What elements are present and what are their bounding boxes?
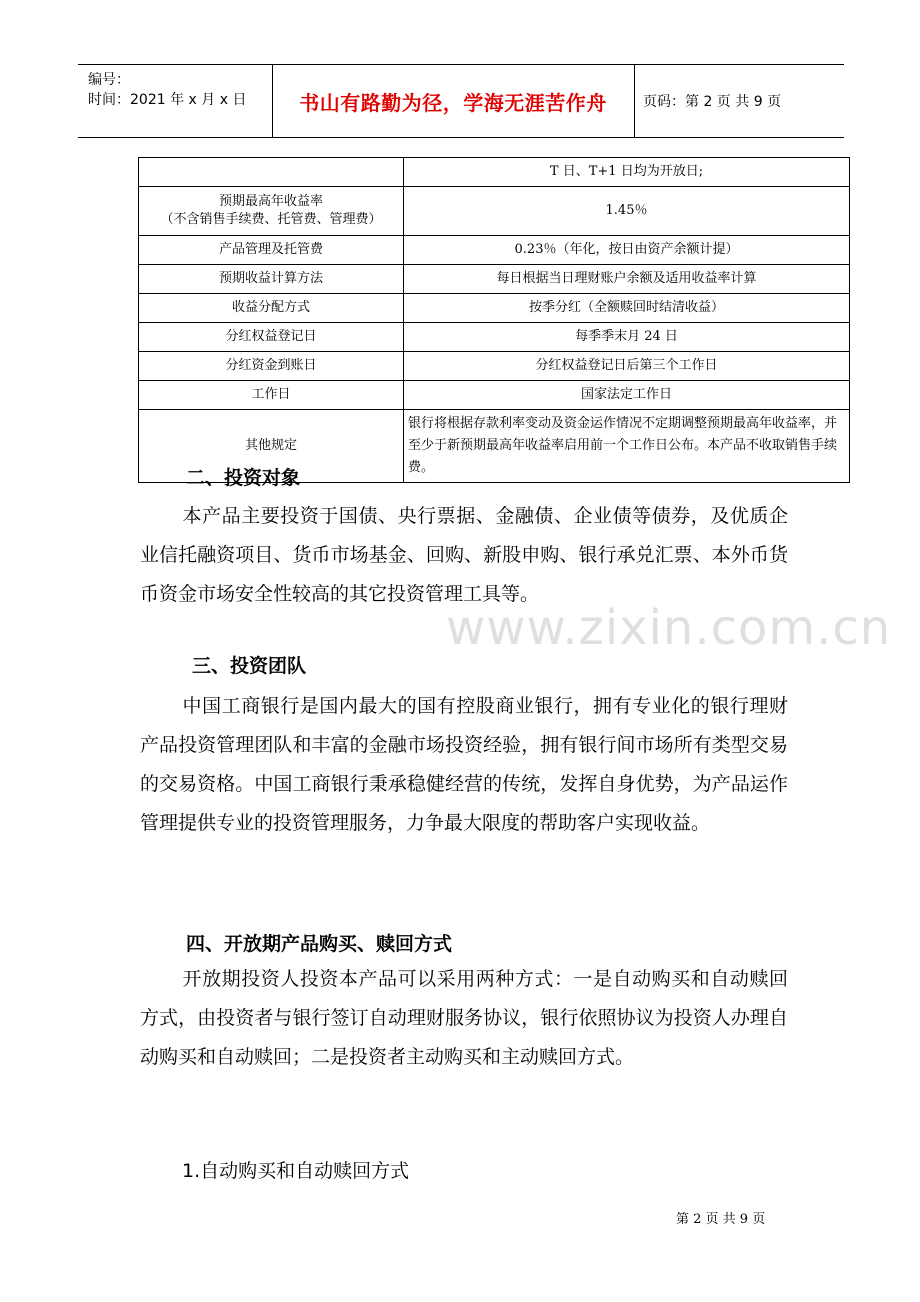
table-cell-value: 1.45％ [404, 187, 850, 236]
section-heading: 二、投资对象 [186, 467, 301, 489]
table-cell-label: 其他规定 [139, 410, 404, 483]
table-row [139, 323, 850, 352]
table-cell-label: 产品管理及托管费 [139, 236, 404, 265]
section-paragraph: 开放期投资人投资本产品可以采用两种方式：一是自动购买和自动赎回方式，由投资者与银行签订自动理财服务协议，银行依照协议为投资人办理自动购买和自动赎回；二是投资者主动购买和主动赎回方式。 [140, 968, 788, 1068]
table-cell-label: 预期最高年收益率 （不含销售手续费、托管费、管理费） [139, 187, 404, 236]
page-footer: 第 2 页 共 9 页 [676, 1212, 766, 1227]
table-cell-value: T 日、T+1 日均为开放日; [404, 158, 850, 187]
section-paragraph: 中国工商银行是国内最大的国有控股商业银行，拥有专业化的银行理财产品投资管理团队和丰富的金融市场投资经验，拥有银行间市场所有类型交易的交易资格。中国工商银行秉承稳健经营的传统，发挥自身优势，为产品运作管理提供专业的投资管理服务，力争最大限度的帮助客户实现收益。 [140, 695, 788, 834]
header-divider [634, 65, 635, 137]
section-heading: 四、开放期产品购买、赎回方式 [186, 933, 453, 955]
table-row [139, 236, 850, 265]
watermark: www.zixin.com.cn [446, 600, 892, 656]
table-cell-value: 银行将根据存款利率变动及资金运作情况不定期调整预期最高年收益率，并至少于新预期最高年收益率启用前一个工作日公布。本产品不收取销售手续费。 [404, 410, 850, 483]
table-cell-value: 每日根据当日理财账户余额及适用收益率计算 [404, 265, 850, 294]
table-cell-label [139, 158, 404, 187]
table-row [139, 187, 850, 236]
page-header [78, 64, 844, 138]
table-cell-value: 分红权益登记日后第三个工作日 [404, 352, 850, 381]
header-divider [272, 65, 273, 137]
section-paragraph: 本产品主要投资于国债、央行票据、金融债、企业债等债券，及优质企业信托融资项目、货币市场基金、回购、新股申购、银行承兑汇票、本外币货币资金市场安全性较高的其它投资管理工具等。 [140, 505, 788, 605]
table-cell-label: 预期收益计算方法 [139, 265, 404, 294]
table-cell-label: 分红资金到账日 [139, 352, 404, 381]
header-meta [88, 70, 246, 110]
table-cell-value: 国家法定工作日 [404, 381, 850, 410]
table-cell-label: 收益分配方式 [139, 294, 404, 323]
product-spec-table [138, 157, 850, 483]
table-cell-value: 每季季末月 24 日 [404, 323, 850, 352]
header-page-number: 页码：第 2 页 共 9 页 [643, 94, 782, 110]
table-cell-label: 工作日 [139, 381, 404, 410]
table-row [139, 158, 850, 187]
table-cell-value: 按季分红（全额赎回时结清收益） [404, 294, 850, 323]
table-row [139, 265, 850, 294]
table-cell-value: 0.23％（年化，按日由资产余额计提） [404, 236, 850, 265]
doc-time-label: 时间：2021 年 x 月 x 日 [88, 92, 247, 108]
table-row [139, 352, 850, 381]
table-row [139, 381, 850, 410]
subsection-heading: 1.自动购买和自动赎回方式 [182, 1160, 410, 1182]
header-motto: 书山有路勤为径，学海无涯苦作舟 [299, 90, 607, 115]
table-cell-label: 分红权益登记日 [139, 323, 404, 352]
table-row [139, 294, 850, 323]
doc-code-label: 编号： [88, 72, 130, 88]
section-heading: 三、投资团队 [192, 655, 307, 677]
